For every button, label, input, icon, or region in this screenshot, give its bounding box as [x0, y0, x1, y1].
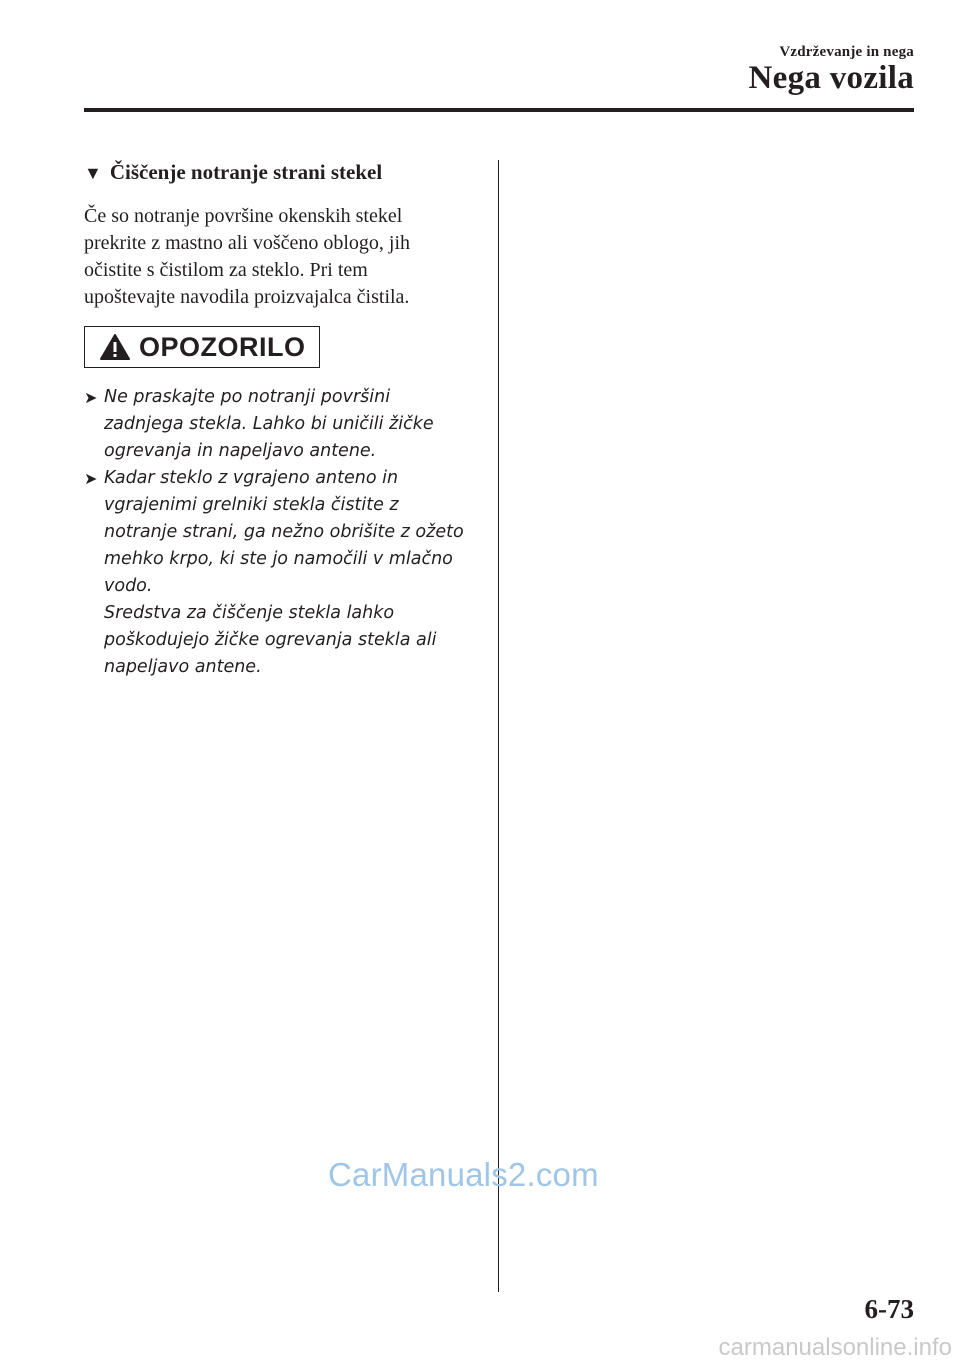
bullet-line: vgrajenimi grelniki stekla čistite z	[104, 495, 399, 515]
header-rule	[84, 108, 914, 112]
column-divider	[498, 160, 499, 1292]
bullet-line: mehko krpo, ki ste jo namočili v mlačno	[104, 549, 453, 569]
chapter-title: Vzdrževanje in nega	[779, 44, 914, 60]
bullet-line: poškodujejo žičke ogrevanja stekla ali	[104, 630, 437, 650]
triangle-down-icon: ▼	[84, 163, 102, 183]
paragraph-line: Če so notranje površine okenskih stekel	[84, 205, 403, 227]
paragraph-line: prekrite z mastno ali voščeno oblogo, jih	[84, 232, 411, 254]
bullet-line: vodo.	[104, 576, 153, 596]
paragraph-line: očistite s čistilom za steklo. Pri tem	[84, 259, 368, 281]
bullet-line: notranje strani, ga nežno obrišite z ožeto	[104, 522, 464, 542]
bullet-line: Kadar steklo z vgrajeno anteno in	[104, 468, 399, 488]
arrow-bullet-icon: ➤	[84, 388, 98, 407]
list-item	[84, 384, 484, 465]
warning-bullets	[84, 384, 484, 681]
bullet-line: Sredstva za čiščenje stekla lahko	[104, 603, 395, 623]
body-paragraph	[84, 203, 494, 311]
bullet-line: ogrevanja in napeljavo antene.	[104, 441, 377, 461]
footer-watermark: carmanualsonline.info	[718, 1334, 952, 1361]
bullet-line: zadnjega stekla. Lahko bi uničili žičke	[104, 414, 434, 434]
list-item-text	[104, 384, 434, 465]
warning-label: OPOZORILO	[139, 331, 306, 362]
section-title-header: Nega vozila	[748, 60, 914, 96]
page-number: 6-73	[864, 1294, 914, 1324]
watermark: CarManuals2.com	[328, 1156, 599, 1193]
paragraph-line: upoštevajte navodila proizvajalca čistila.	[84, 286, 410, 308]
bullet-line: Ne praskajte po notranji površini	[104, 387, 391, 407]
arrow-bullet-icon: ➤	[84, 469, 98, 488]
subsection-heading	[84, 160, 382, 185]
warning-box	[84, 326, 320, 368]
subsection-title: Čiščenje notranje strani stekel	[109, 160, 383, 184]
list-item	[84, 465, 484, 681]
list-item-text	[104, 465, 464, 681]
bullet-line: napeljavo antene.	[104, 657, 262, 677]
warning-triangle-icon	[99, 333, 131, 361]
